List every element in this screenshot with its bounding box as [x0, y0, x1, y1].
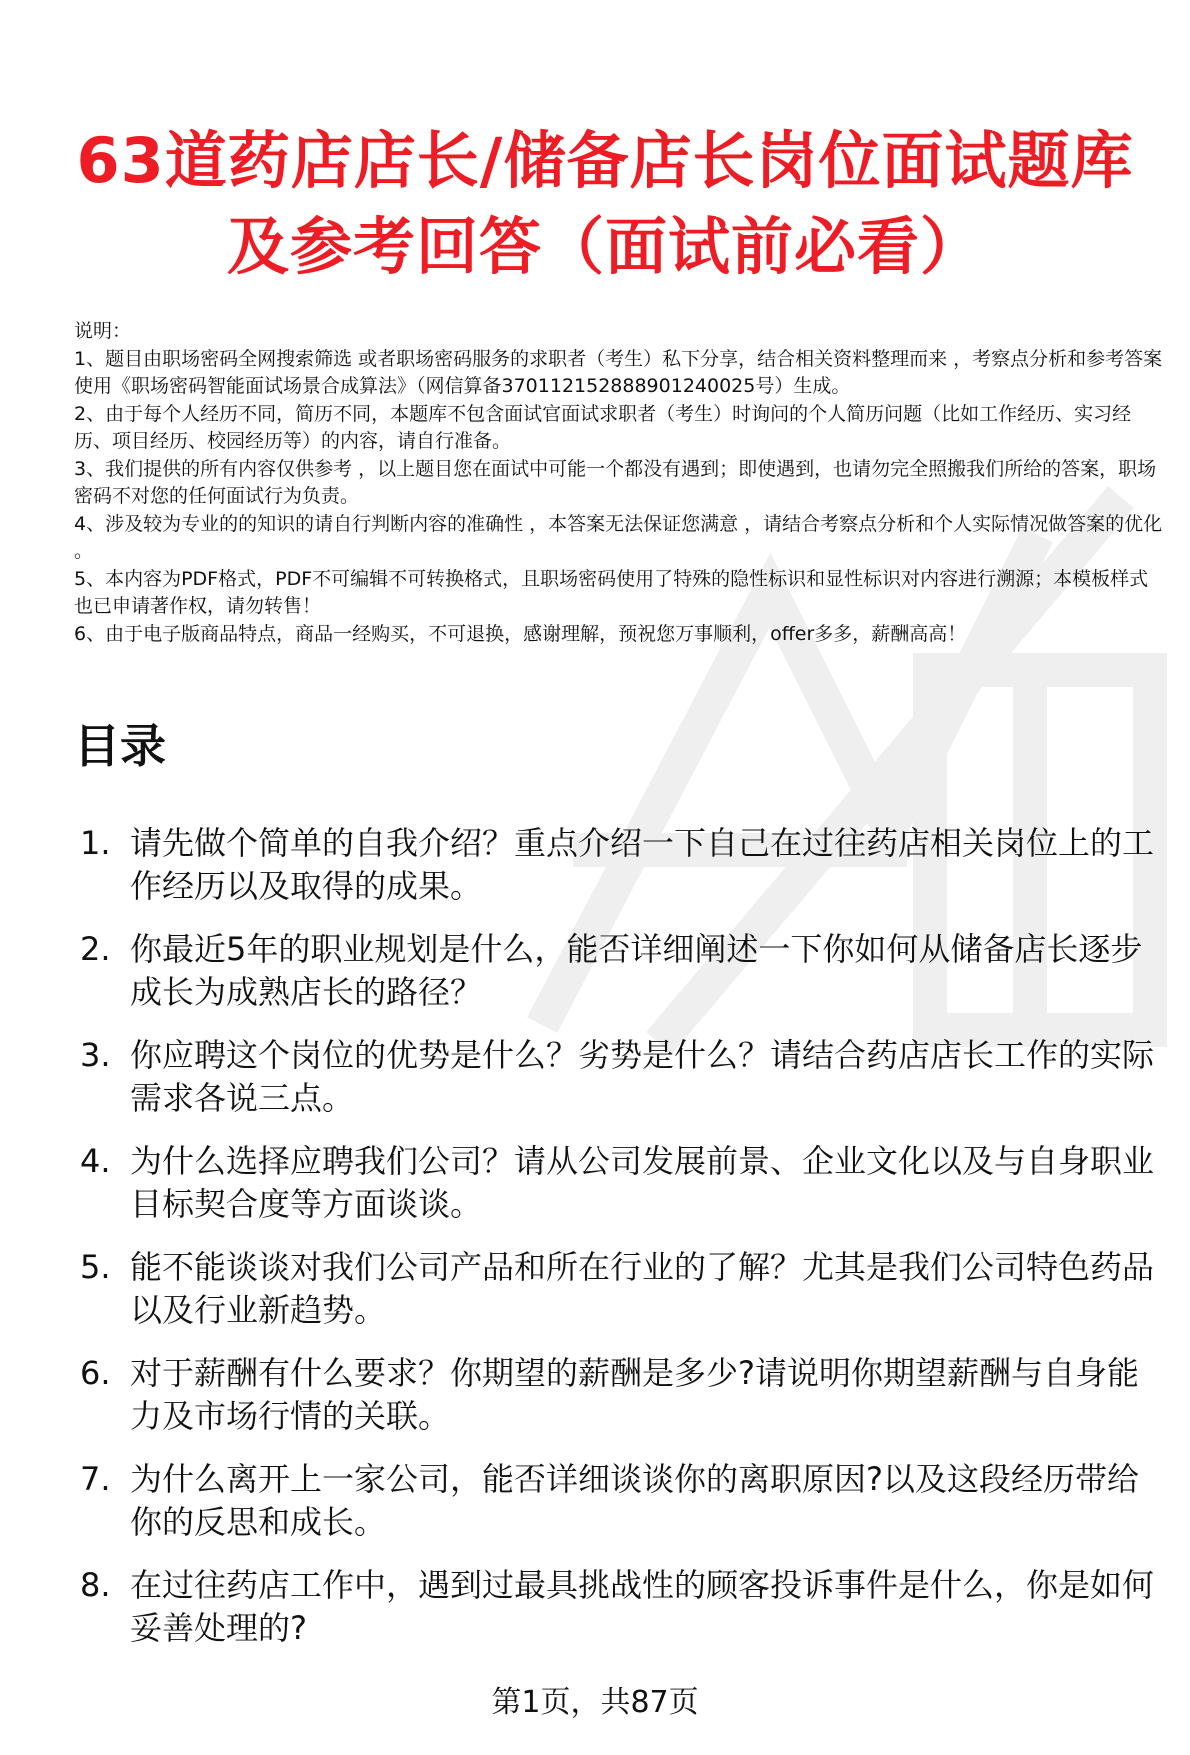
toc-item-number: 1. [80, 824, 111, 862]
toc-item[interactable] [74, 928, 1164, 1014]
toc-heading: 目录 [74, 719, 166, 773]
toc-item[interactable] [74, 822, 1164, 908]
toc-item-text: 在过往药店工作中，遇到过最具挑战性的顾客投诉事件是什么，你是如何妥善处理的? [130, 1566, 1155, 1647]
note-item: 2、由于每个人经历不同，简历不同，本题库不包含面试官面试求职者（考生）时询问的个人简历问题（比如工作经历、实习经历、项目经历、校园经历等）的内容，请自行准备。 [74, 402, 1132, 452]
toc-item-number: 7. [80, 1460, 111, 1498]
toc-item[interactable] [74, 1352, 1164, 1438]
toc-item-number: 8. [80, 1566, 111, 1604]
toc-item-text: 你应聘这个岗位的优势是什么？劣势是什么？请结合药店店长工作的实际需求各说三点。 [130, 1036, 1155, 1117]
toc-item-text: 请先做个简单的自我介绍？重点介绍一下自己在过往药店相关岗位上的工作经历以及取得的成果。 [130, 824, 1155, 905]
page-number: 第1页，共87页 [491, 1685, 699, 1720]
toc-item-text: 为什么离开上一家公司，能否详细谈谈你的离职原因?以及这段经历带给你的反思和成长。 [130, 1460, 1139, 1541]
toc-item[interactable] [74, 1140, 1164, 1226]
note-item: 3、我们提供的所有内容仅供参考 ，以上题目您在面试中可能一个都没有遇到；即使遇到，也请勿完全照搬我们所给的答案，职场密码不对您的任何面试行为负责。 [74, 457, 1157, 507]
toc-item[interactable] [74, 1564, 1164, 1650]
note-item: 5、本内容为PDF格式，PDF不可编辑不可转换格式，且职场密码使用了特殊的隐性标识和显性标识对内容进行溯源；本模板样式也已申请著作权，请勿转售！ [74, 567, 1149, 617]
notes-section [74, 318, 1164, 648]
toc-item[interactable] [74, 1458, 1164, 1544]
toc-item-number: 6. [80, 1354, 111, 1392]
toc-item-text: 为什么选择应聘我们公司？请从公司发展前景、企业文化以及与自身职业目标契合度等方面谈谈。 [130, 1142, 1155, 1223]
document-title: 63道药店店长/储备店长岗位面试题库及参考回答（面试前必看） [76, 124, 1134, 283]
toc-item-number: 4. [80, 1142, 111, 1180]
notes-heading: 说明： [74, 320, 132, 342]
toc-item-text: 你最近5年的职业规划是什么，能否详细阐述一下你如何从储备店长逐步成长为成熟店长的路径？ [130, 930, 1143, 1011]
toc-item-text: 能不能谈谈对我们公司产品和所在行业的了解？尤其是我们公司特色药品以及行业新趋势。 [130, 1248, 1155, 1329]
toc-item-text: 对于薪酬有什么要求？你期望的薪酬是多少?请说明你期望薪酬与自身能力及市场行情的关联。 [130, 1354, 1139, 1435]
toc-item-number: 3. [80, 1036, 111, 1074]
toc-item[interactable] [74, 1246, 1164, 1332]
toc-item-number: 2. [80, 930, 111, 968]
note-item: 4、涉及较为专业的的知识的请自行判断内容的准确性 ，本答案无法保证您满意 ，请结合考察点分析和个人实际情况做答案的优化 。 [74, 512, 1163, 562]
toc-item-number: 5. [80, 1248, 111, 1286]
toc-item[interactable] [74, 1034, 1164, 1120]
note-item: 6、由于电子版商品特点，商品一经购买，不可退换，感谢理解，预祝您万事顺利，offer多多，薪酬高高！ [74, 622, 967, 645]
toc-list [74, 822, 1164, 1670]
note-item: 1、题目由职场密码全网搜索筛选 或者职场密码服务的求职者（考生）私下分享，结合相关资料整理而来 ，考察点分析和参考答案使用《职场密码智能面试场景合成算法》（网信算备370112152888901240025号）生成。 [74, 347, 1163, 397]
